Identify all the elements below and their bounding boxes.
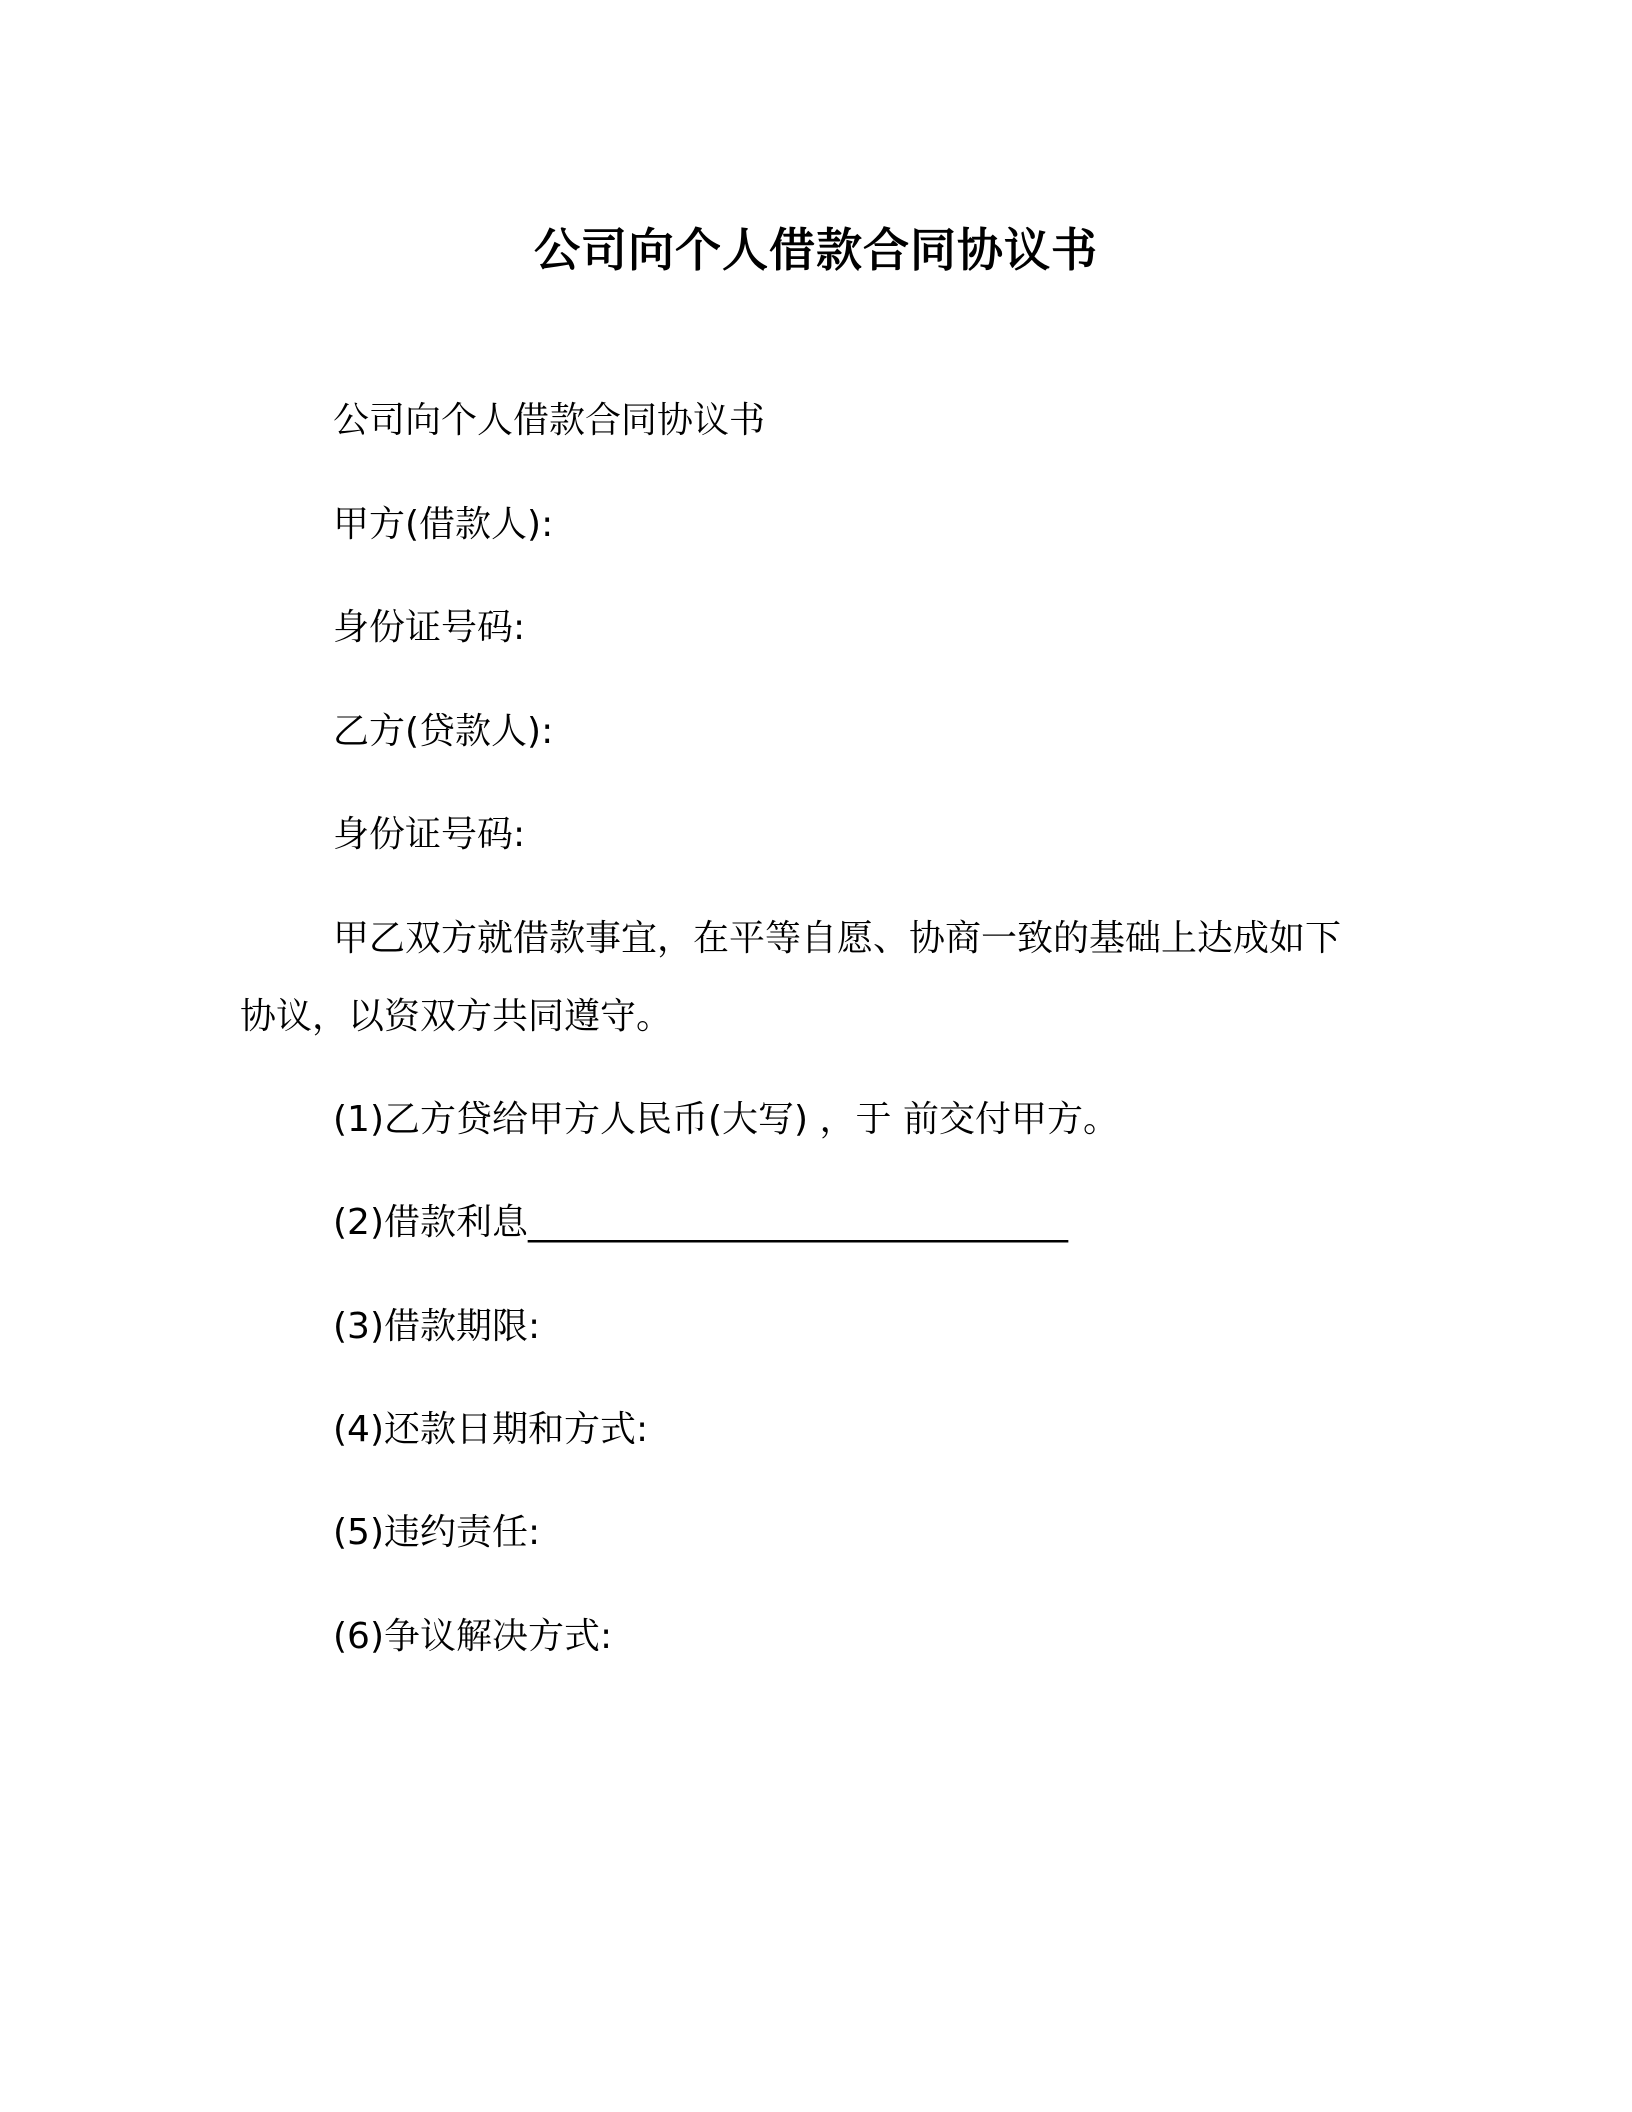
- clause-4: (4)还款日期和方式:: [333, 1409, 649, 1450]
- clause-1: (1)乙方贷给甲方人民币(大写) ，于 前交付甲方。: [333, 1099, 1119, 1140]
- intro-paragraph: [240, 900, 1380, 1056]
- clause-3: (3)借款期限:: [333, 1306, 541, 1347]
- intro-line-1: 甲乙双方就借款事宜，在平等自愿、协商一致的基础上达成如下: [333, 918, 1342, 959]
- party-b-label: 乙方(贷款人):: [333, 711, 554, 752]
- clause-2: (2)借款利息______________________________: [333, 1202, 1068, 1243]
- document-title: 公司向个人借款合同协议书: [534, 223, 1098, 277]
- clause-6: (6)争议解决方式:: [333, 1616, 613, 1657]
- clause-5: (5)违约责任:: [333, 1512, 541, 1553]
- intro-line-2: 协议，以资双方共同遵守。: [240, 996, 673, 1037]
- party-a-id-label: 身份证号码:: [333, 607, 526, 648]
- party-b-id-label: 身份证号码:: [333, 814, 526, 855]
- document-subtitle: 公司向个人借款合同协议书: [333, 400, 766, 441]
- party-a-label: 甲方(借款人):: [333, 504, 554, 545]
